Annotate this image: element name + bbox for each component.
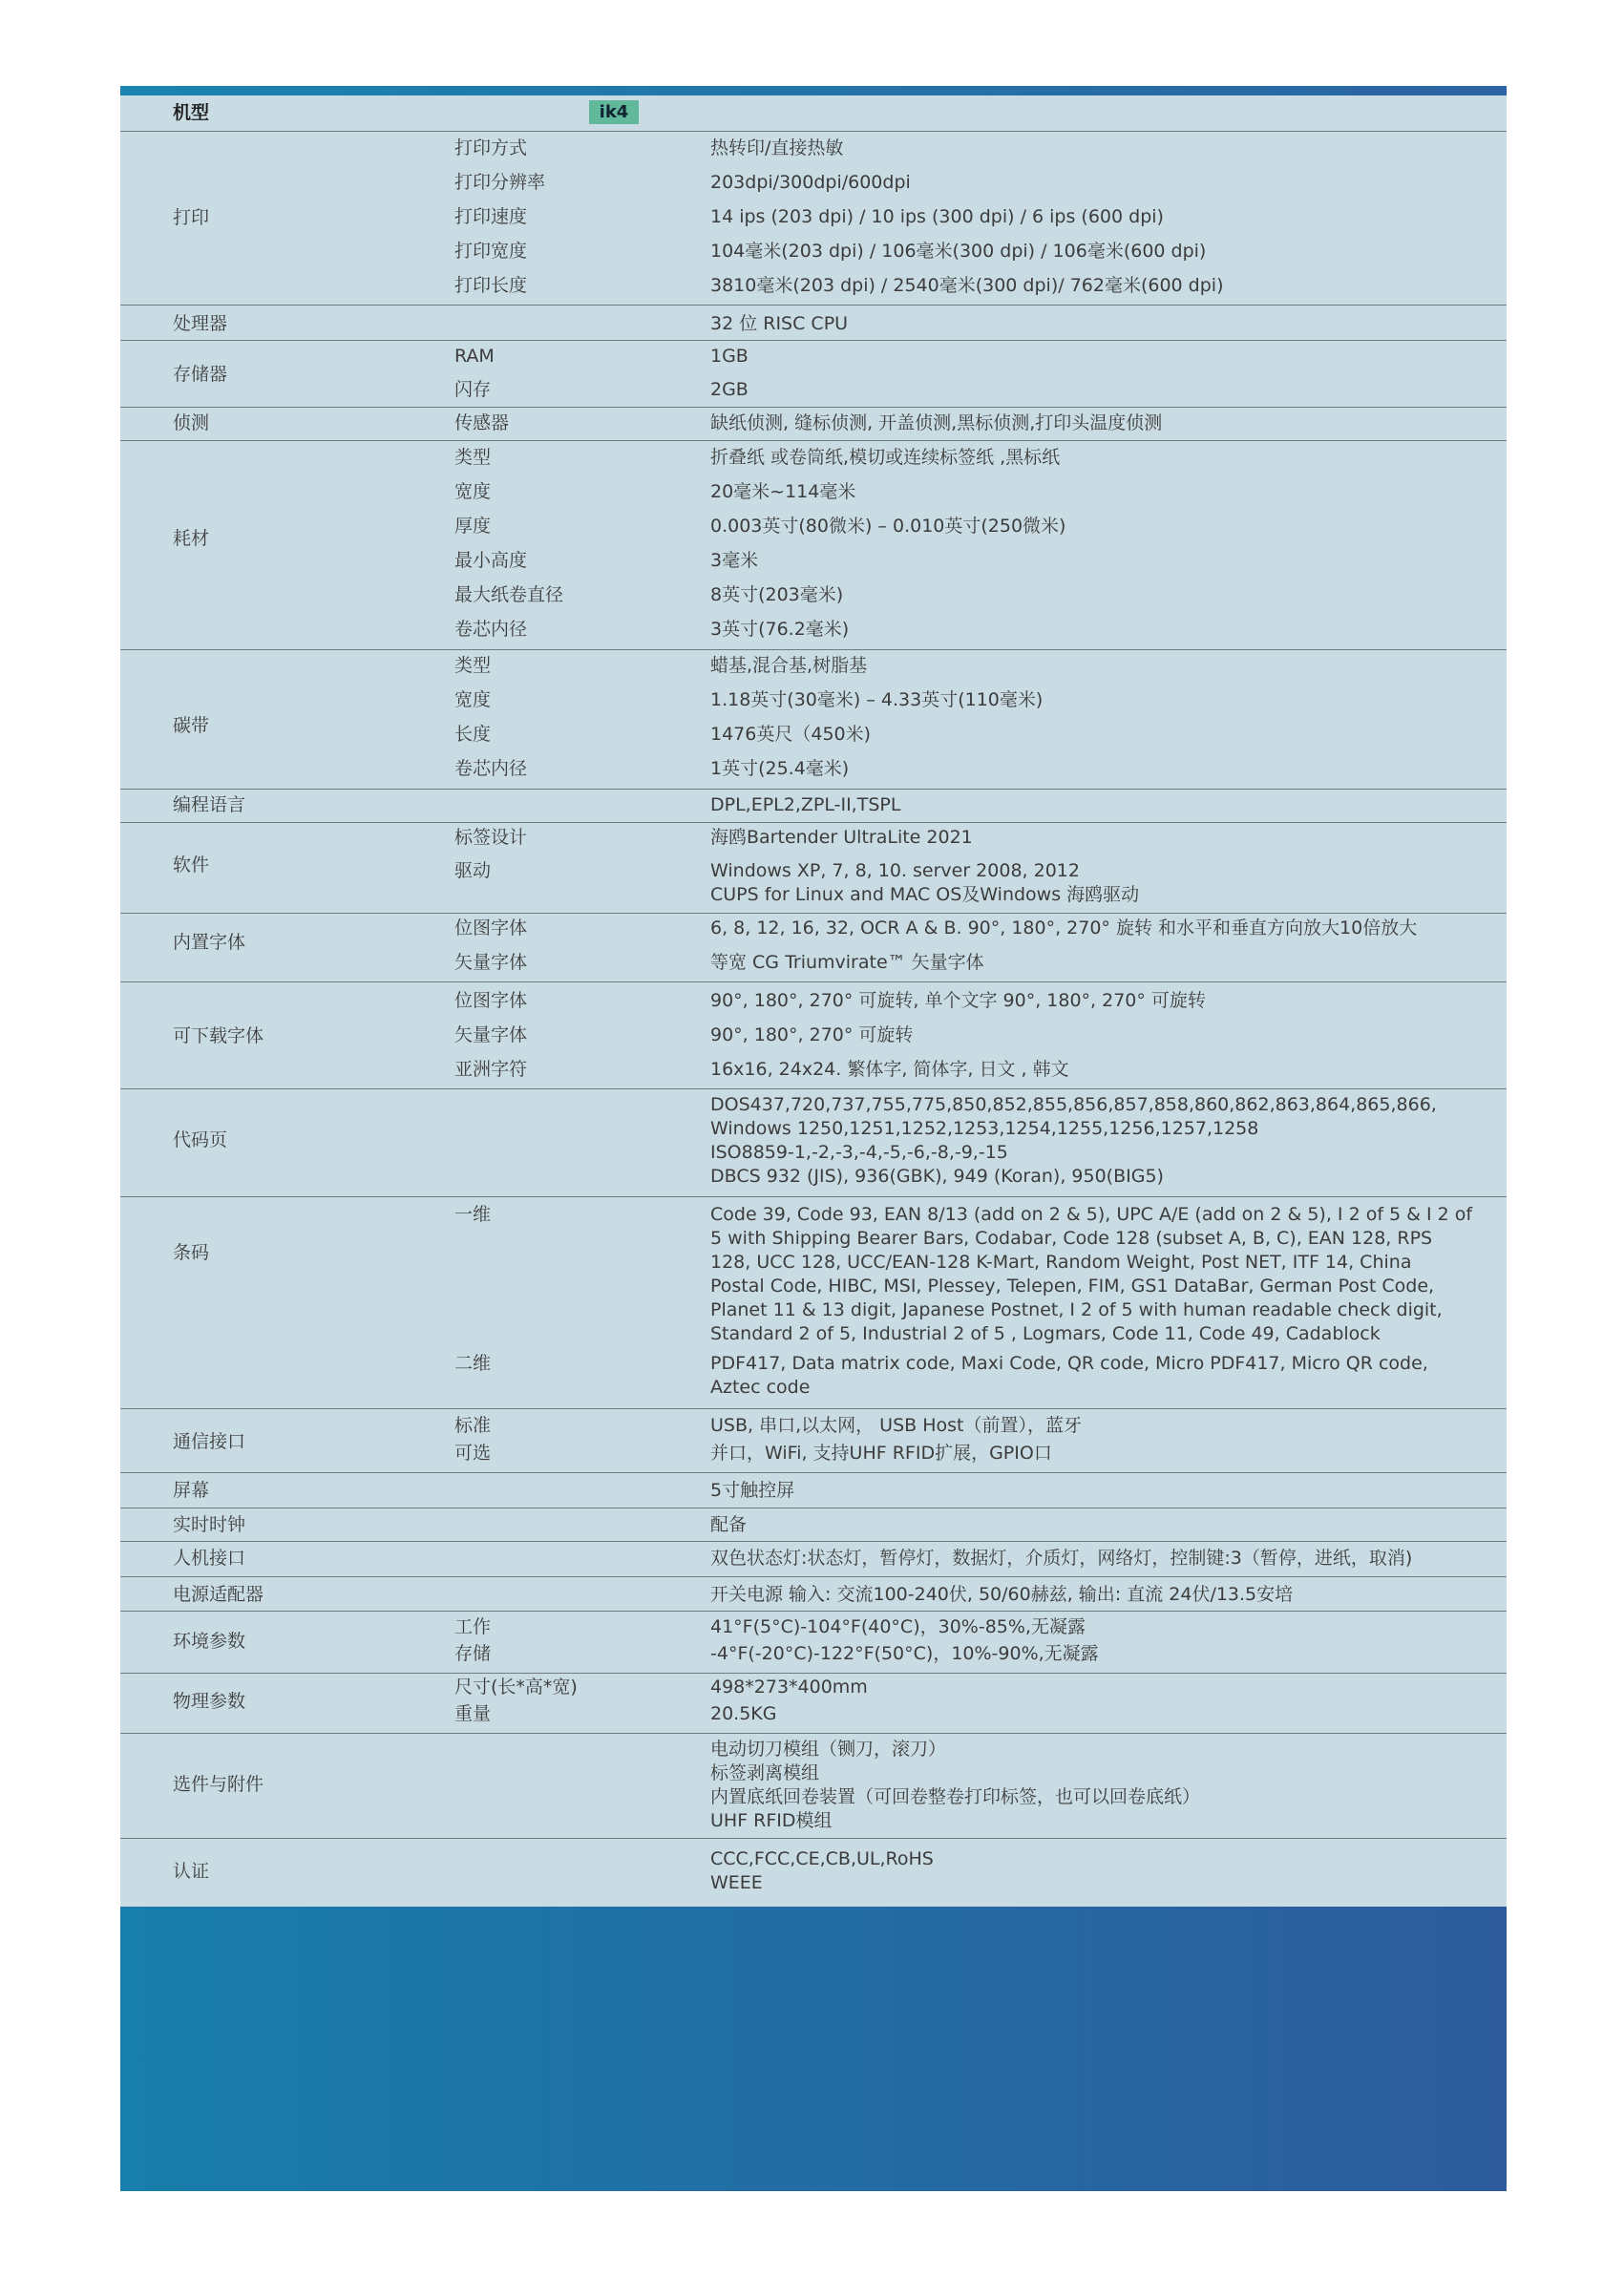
spec-label: 长度 xyxy=(454,724,492,745)
spec-value: 热转印/直接热敏 xyxy=(710,137,844,158)
spec-value: 内置底纸回卷装置（可回卷整卷打印标签，也可以回卷底纸） xyxy=(710,1786,1201,1807)
category-processor: 处理器 xyxy=(173,313,228,334)
spec-label: 卷芯内径 xyxy=(454,619,528,640)
spec-label: 打印分辨率 xyxy=(454,172,546,193)
spec-label: 尺寸(长*高*宽) xyxy=(454,1677,578,1698)
spec-value: Postal Code, HIBC, MSI, Plessey, Telepen, FIM, GS1 DataBar, German Post Code, xyxy=(710,1276,1435,1297)
spec-label: 最大纸卷直径 xyxy=(454,584,564,605)
spec-label: 位图字体 xyxy=(454,918,528,939)
spec-value: 6, 8, 12, 16, 32, OCR A & B. 90°, 180°, 270° 旋转 和水平和垂直方向放大10倍放大 xyxy=(710,918,1418,939)
spec-value: Windows XP, 7, 8, 10. server 2008, 2012 xyxy=(710,860,1080,881)
category-barcodes: 条码 xyxy=(173,1242,210,1263)
spec-label: 可选 xyxy=(454,1443,492,1464)
spec-value: 5寸触控屏 xyxy=(710,1480,795,1501)
row-divider xyxy=(120,340,1507,341)
category-hmi: 人机接口 xyxy=(173,1548,246,1569)
spec-value: 等宽 CG Triumvirate™ 矢量字体 xyxy=(710,952,984,973)
spec-label: 位图字体 xyxy=(454,990,528,1011)
spec-value: 1英寸(25.4毫米) xyxy=(710,758,850,779)
spec-label: 打印速度 xyxy=(454,206,528,227)
spec-value: DPL,EPL2,ZPL-II,TSPL xyxy=(710,794,901,815)
spec-value: 1.18英寸(30毫米) – 4.33英寸(110毫米) xyxy=(710,689,1044,710)
category-ribbon: 碳带 xyxy=(173,715,210,736)
category-print: 打印 xyxy=(173,207,210,228)
spec-value: 90°, 180°, 270° 可旋转 xyxy=(710,1024,914,1045)
spec-label: 矢量字体 xyxy=(454,1024,528,1045)
row-divider xyxy=(120,789,1507,790)
row-divider xyxy=(120,1408,1507,1409)
spec-label: 标签设计 xyxy=(454,827,528,848)
spec-value: 41°F(5°C)-104°F(40°C)，30%-85%,无凝露 xyxy=(710,1616,1086,1637)
spec-label: 卷芯内径 xyxy=(454,758,528,779)
spec-value: 498*273*400mm xyxy=(710,1677,868,1698)
category-programming-language: 编程语言 xyxy=(173,794,246,815)
spec-value: DBCS 932 (JIS), 936(GBK), 949 (Koran), 950(BIG5) xyxy=(710,1166,1164,1187)
spec-label: 打印宽度 xyxy=(454,241,528,262)
spec-value: 电动切刀模组（铡刀，滚刀） xyxy=(710,1739,947,1760)
spec-value: 14 ips (203 dpi) / 10 ips (300 dpi) / 6 ips (600 dpi) xyxy=(710,206,1164,227)
spec-label: 亚洲字符 xyxy=(454,1059,528,1080)
spec-label: 重量 xyxy=(454,1703,492,1724)
category-certifications: 认证 xyxy=(173,1861,210,1882)
spec-value: 20.5KG xyxy=(710,1703,777,1724)
category-options: 选件与附件 xyxy=(173,1774,264,1795)
spec-value: 双色状态灯:状态灯，暂停灯，数据灯，介质灯，网络灯，控制键:3（暂停，进纸，取消) xyxy=(710,1548,1413,1569)
row-divider xyxy=(120,1088,1507,1089)
spec-label: 类型 xyxy=(454,655,492,676)
spec-label: 打印方式 xyxy=(454,137,528,158)
model-badge: ik4 xyxy=(589,100,639,124)
row-divider xyxy=(120,649,1507,650)
category-resident-fonts: 内置字体 xyxy=(173,932,246,953)
spec-value: 203dpi/300dpi/600dpi xyxy=(710,172,911,193)
spec-label: 宽度 xyxy=(454,481,492,502)
spec-value: 3810毫米(203 dpi) / 2540毫米(300 dpi)/ 762毫米(600 dpi) xyxy=(710,275,1224,296)
spec-label: 打印长度 xyxy=(454,275,528,296)
category-media: 耗材 xyxy=(173,528,210,549)
row-divider xyxy=(120,1541,1507,1542)
row-divider xyxy=(120,981,1507,982)
spec-value: 128, UCC 128, UCC/EAN-128 K-Mart, Random Weight, Post NET, ITF 14, China xyxy=(710,1252,1412,1273)
spec-value: ISO8859-1,-2,-3,-4,-5,-6,-8,-9,-15 xyxy=(710,1142,1008,1163)
category-environment: 环境参数 xyxy=(173,1631,246,1652)
spec-value: 并口，WiFi, 支持UHF RFID扩展，GPIO口 xyxy=(710,1443,1052,1464)
row-divider xyxy=(120,1733,1507,1734)
spec-value: Planet 11 & 13 digit, Japanese Postnet, I 2 of 5 with human readable check digit, xyxy=(710,1299,1443,1320)
spec-label: 类型 xyxy=(454,447,492,468)
spec-value: 32 位 RISC CPU xyxy=(710,313,849,334)
spec-value: Aztec code xyxy=(710,1377,811,1398)
row-divider xyxy=(120,440,1507,441)
spec-value: -4°F(-20°C)-122°F(50°C)，10%-90%,无凝露 xyxy=(710,1643,1099,1664)
spec-label: 工作 xyxy=(454,1616,492,1637)
spec-value: 缺纸侦测, 缝标侦测, 开盖侦测,黑标侦测,打印头温度侦测 xyxy=(710,412,1163,433)
row-divider xyxy=(120,1472,1507,1473)
spec-value: 104毫米(203 dpi) / 106毫米(300 dpi) / 106毫米(600 dpi) xyxy=(710,241,1207,262)
spec-value: 2GB xyxy=(710,379,749,400)
row-divider xyxy=(120,1673,1507,1674)
spec-label: 闪存 xyxy=(454,379,492,400)
spec-value: 5 with Shipping Bearer Bars, Codabar, Code 128 (subset A, B, C), EAN 128, RPS xyxy=(710,1228,1433,1249)
spec-label: 传感器 xyxy=(454,412,510,433)
spec-value: 蜡基,混合基,树脂基 xyxy=(710,655,868,676)
bottom-gradient-panel xyxy=(120,1907,1507,2191)
spec-label: 厚度 xyxy=(454,516,492,537)
spec-label: 二维 xyxy=(454,1353,492,1374)
spec-value: 标签剥离模组 xyxy=(710,1762,820,1783)
spec-value: 1GB xyxy=(710,346,749,367)
spec-value: 3英寸(76.2毫米) xyxy=(710,619,850,640)
spec-table xyxy=(120,95,1507,1907)
spec-label: 一维 xyxy=(454,1204,492,1225)
spec-value: 20毫米~114毫米 xyxy=(710,481,856,502)
spec-value: PDF417, Data matrix code, Maxi Code, QR code, Micro PDF417, Micro QR code, xyxy=(710,1353,1428,1374)
spec-value: UHF RFID模组 xyxy=(710,1810,833,1831)
category-memory: 存储器 xyxy=(173,364,228,385)
spec-value: 3毫米 xyxy=(710,550,759,571)
spec-label: 存储 xyxy=(454,1643,492,1664)
spec-value: 90°, 180°, 270° 可旋转, 单个文字 90°, 180°, 270° 可旋转 xyxy=(710,990,1206,1011)
spec-value: Standard 2 of 5, Industrial 2 of 5 , Logmars, Code 11, Code 49, Cadablock xyxy=(710,1323,1381,1344)
category-downloadable-fonts: 可下载字体 xyxy=(173,1025,264,1046)
row-divider xyxy=(120,1196,1507,1197)
spec-label: 标准 xyxy=(454,1415,492,1436)
category-physical: 物理参数 xyxy=(173,1691,246,1712)
spec-value: 8英寸(203毫米) xyxy=(710,584,844,605)
spec-label: 矢量字体 xyxy=(454,952,528,973)
row-divider xyxy=(120,131,1507,132)
row-divider xyxy=(120,1576,1507,1577)
category-code-pages: 代码页 xyxy=(173,1129,228,1150)
spec-value: CUPS for Linux and MAC OS及Windows 海鸥驱动 xyxy=(710,884,1140,905)
spec-value: Windows 1250,1251,1252,1253,1254,1255,1256,1257,1258 xyxy=(710,1118,1259,1139)
spec-value: 开关电源 输入: 交流100-240伏, 50/60赫兹, 输出: 直流 24伏/13.5安培 xyxy=(710,1584,1294,1605)
category-power: 电源适配器 xyxy=(173,1584,264,1605)
spec-label: 宽度 xyxy=(454,689,492,710)
spec-label: RAM xyxy=(454,346,495,367)
spec-value: USB, 串口,以太网， USB Host（前置），蓝牙 xyxy=(710,1415,1082,1436)
row-divider xyxy=(120,305,1507,306)
spec-value: 海鸥Bartender UltraLite 2021 xyxy=(710,827,973,848)
row-divider xyxy=(120,407,1507,408)
spec-value: WEEE xyxy=(710,1872,763,1893)
spec-value: 1476英尺（450米) xyxy=(710,724,872,745)
spec-value: 折叠纸 或卷筒纸,模切或连续标签纸 ,黑标纸 xyxy=(710,447,1061,468)
spec-value: 16x16, 24x24. 繁体字, 简体字, 日文 , 韩文 xyxy=(710,1059,1069,1080)
row-divider xyxy=(120,1611,1507,1612)
spec-value: CCC,FCC,CE,CB,UL,RoHS xyxy=(710,1848,934,1869)
category-display: 屏幕 xyxy=(173,1480,210,1501)
category-interfaces: 通信接口 xyxy=(173,1431,246,1452)
spec-value: 0.003英寸(80微米) – 0.010英寸(250微米) xyxy=(710,516,1066,537)
category-rtc: 实时时钟 xyxy=(173,1514,246,1535)
row-divider xyxy=(120,1838,1507,1839)
top-accent-bar xyxy=(120,86,1507,95)
spec-value: Code 39, Code 93, EAN 8/13 (add on 2 & 5), UPC A/E (add on 2 & 5), I 2 of 5 & I 2 of xyxy=(710,1204,1473,1225)
row-divider xyxy=(120,913,1507,914)
row-divider xyxy=(120,822,1507,823)
category-detection: 侦测 xyxy=(173,412,210,433)
spec-label: 驱动 xyxy=(454,860,492,881)
category-software: 软件 xyxy=(173,854,210,875)
model-label: 机型 xyxy=(173,102,210,123)
spec-value: DOS437,720,737,755,775,850,852,855,856,857,858,860,862,863,864,865,866, xyxy=(710,1094,1437,1115)
spec-value: 配备 xyxy=(710,1514,748,1535)
spec-label: 最小高度 xyxy=(454,550,528,571)
